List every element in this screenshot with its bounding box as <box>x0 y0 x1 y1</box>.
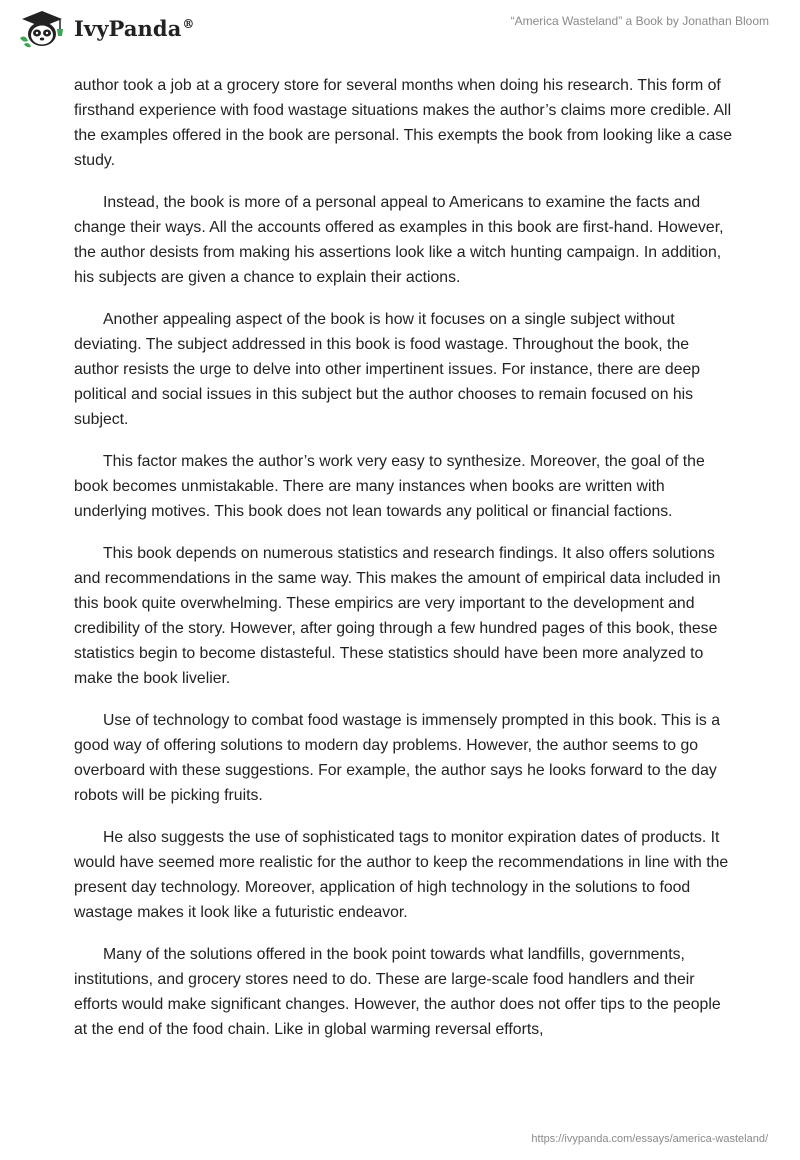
page-header <box>0 0 800 60</box>
paragraph: Instead, the book is more of a personal appeal to Americans to examine the facts and change their ways. All the accounts offered as examples in this book are first-hand. However, the author desists from making his assertions look like a witch hunting campaign. In addition, his subjects are given a chance to explain their actions. <box>74 194 724 286</box>
paragraph: He also suggests the use of sophisticated tags to monitor expiration dates of products. It would have seemed more realistic for the author to keep the recommendations in line with the present day technology. Moreover, application of high technology in the solutions to food wastage makes it look like a futuristic endeavor. <box>74 829 729 921</box>
ivypanda-logo[interactable] <box>16 8 195 48</box>
paragraph: Another appealing aspect of the book is how it focuses on a single subject without deviating. The subject addressed in this book is food wastage. Throughout the book, the author resists the urge to delve into other impertinent issues. For instance, there are deep political and social issues in this subject but the author chooses to remain focused on his subject. <box>74 311 701 428</box>
paragraph: author took a job at a grocery store for several months when doing his research. This form of firsthand experience with food wastage situations makes the author’s claims more credible. All the examples offered in the book are personal. This exempts the book from looking like a case study. <box>74 77 732 169</box>
panda-graduate-icon <box>16 8 72 48</box>
paragraph: This factor makes the author’s work very easy to synthesize. Moreover, the goal of the book becomes unmistakable. There are many instances when books are written with underlying motives. This book does not lean towards any political or financial factions. <box>74 453 705 520</box>
source-url-link[interactable]: https://ivypanda.com/essays/america-wasteland/ <box>531 1133 768 1145</box>
essay-body <box>74 73 734 1059</box>
paragraph: Use of technology to combat food wastage is immensely prompted in this book. This is a good way of offering solutions to modern day problems. However, the author seems to go overboard with these suggestions. For example, the author says he looks forward to the day robots will be picking fruits. <box>74 712 720 804</box>
paragraph: Many of the solutions offered in the book point towards what landfills, governments, institutions, and grocery stores need to do. These are large-scale food handlers and their efforts would make significant changes. However, the author does not offer tips to the people at the end of the food chain. Like in global warming reversal efforts, <box>74 946 721 1038</box>
paragraph: This book depends on numerous statistics and research findings. It also offers solutions and recommendations in the same way. This makes the amount of empirical data included in this book quite overwhelming. These empirics are very important to the development and credibility of the story. However, after going through a few hundred pages of this book, these statistics begin to become distasteful. These statistics should have been more analyzed to make the book livelier. <box>74 545 721 687</box>
logo-text: IvyPanda® <box>74 15 195 41</box>
document-title: “America Wasteland” a Book by Jonathan Bloom <box>510 14 769 28</box>
